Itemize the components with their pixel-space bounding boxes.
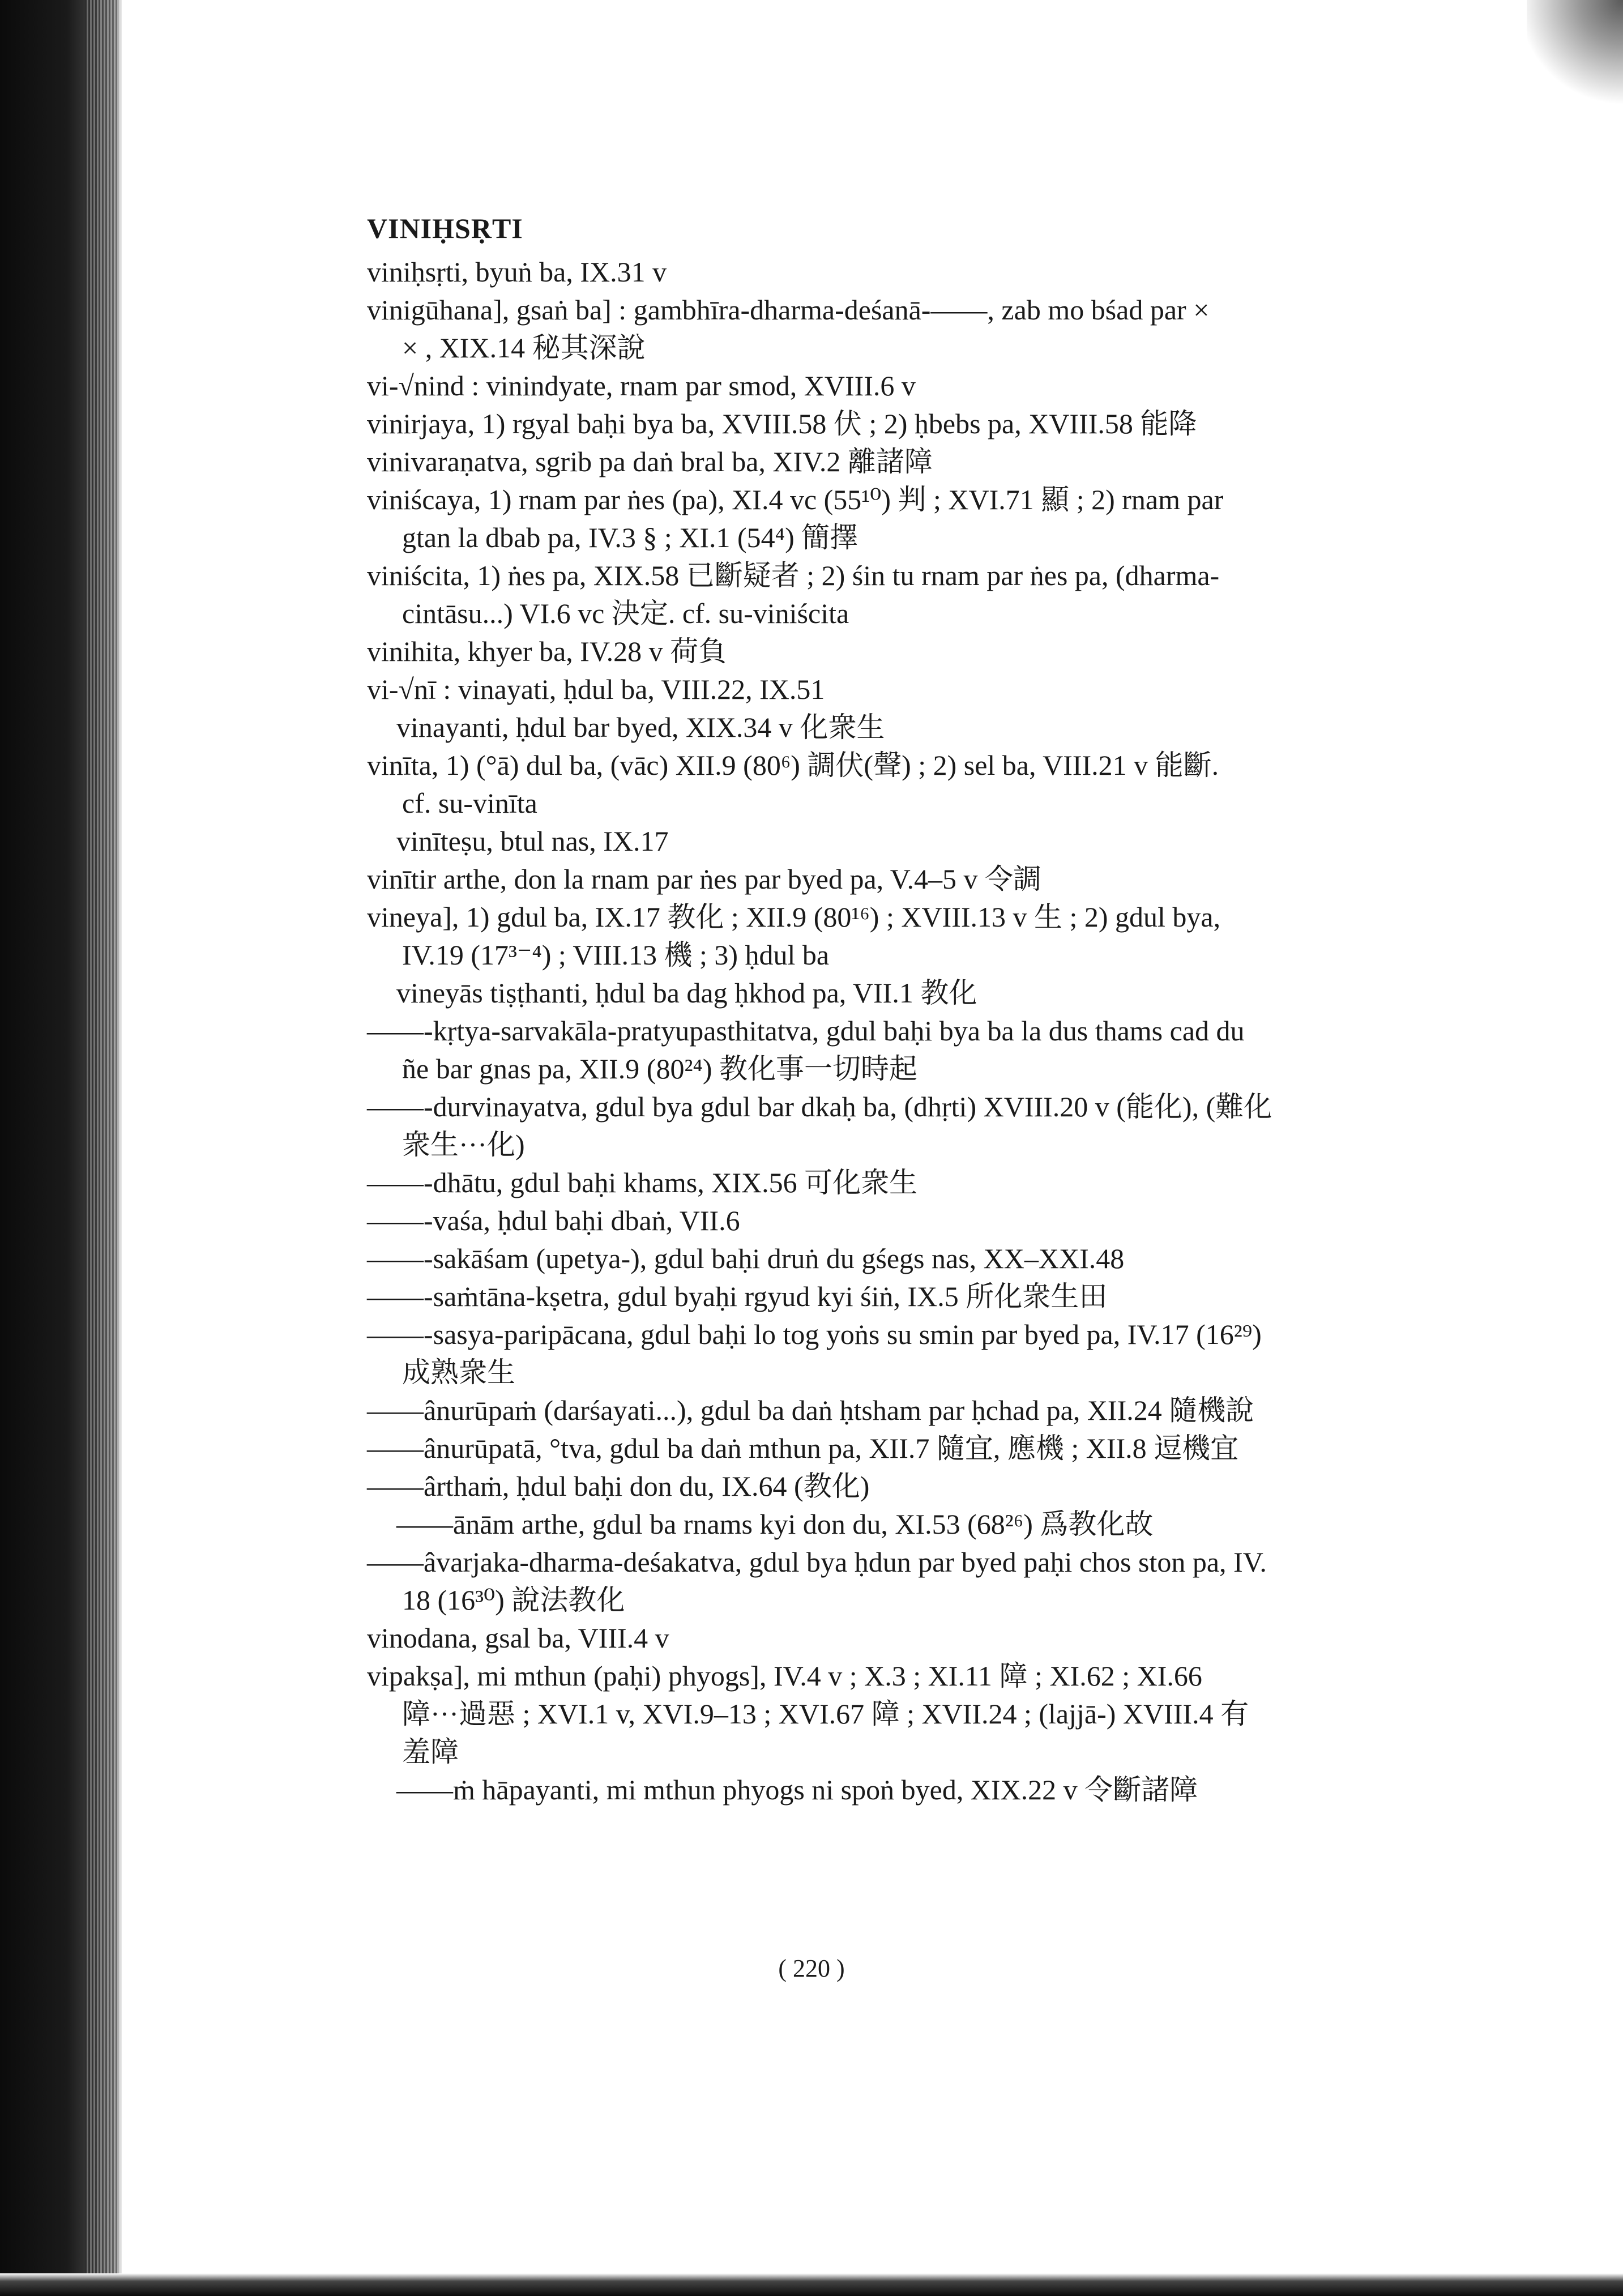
entry-line: ——-kṛtya-sarvakāla-pratyupasthitatva, gdul baḥi bya ba la dus thams cad du: [367, 1015, 1245, 1047]
entry-line: vinirjaya, 1) rgyal baḥi bya ba, XVIII.58 伏 ; 2) ḥbebs pa, XVIII.58 能降: [367, 408, 1197, 439]
entry-line: vinīta, 1) (°ā) dul ba, (vāc) XII.9 (80⁶) 調伏(聲) ; 2) sel ba, VIII.21 v 能斷.: [367, 749, 1219, 781]
entry-line: ——-vaśa, ḥdul baḥi dbaṅ, VII.6: [367, 1205, 740, 1236]
entry-line: 18 (16³⁰) 說法教化: [402, 1584, 625, 1616]
entry-line: 成熟衆生: [402, 1356, 515, 1388]
entry-list: [367, 253, 1488, 1809]
entry-line: vi-√nī : vinayati, ḥdul ba, VIII.22, IX.51: [367, 673, 825, 705]
dictionary-page: [367, 210, 1488, 1809]
running-heading: VINIḤSṚTI: [367, 212, 523, 244]
entry-line: vineya], 1) gdul ba, IX.17 教化 ; XII.9 (80¹⁶) ; XVIII.13 v 生 ; 2) gdul bya,: [367, 901, 1221, 933]
entry-line: vinodana, gsal ba, VIII.4 v: [367, 1622, 669, 1654]
entry-line: vinivaraṇatva, sgrib pa daṅ bral ba, XIV.2 離諸障: [367, 446, 933, 477]
entry-line: 衆生···化): [402, 1129, 525, 1160]
bottom-edge: [0, 2273, 1623, 2296]
entry-line: gtan la dbab pa, IV.3 § ; XI.1 (54⁴) 簡擇: [402, 522, 859, 553]
entry-line: vi-√nind : vinindyate, rnam par smod, XVIII.6 v: [367, 370, 916, 402]
entry-line: viniścaya, 1) rnam par ṅes (pa), XI.4 vc (55¹⁰) 判 ; XVI.71 顯 ; 2) rnam par: [367, 484, 1224, 515]
entry-line: vinigūhana], gsaṅ ba] : gambhīra-dharma-deśanā-——, zab mo bśad par ×: [367, 294, 1210, 326]
entry-line: 羞障: [402, 1736, 459, 1768]
entry-line: ——-saṁtāna-kṣetra, gdul byaḥi rgyud kyi śiṅ, IX.5 所化衆生田: [367, 1281, 1108, 1312]
entry-line: ——ârthaṁ, ḥdul baḥi don du, IX.64 (教化): [367, 1470, 870, 1502]
entry-line: ñe bar gnas pa, XII.9 (80²⁴) 教化事一切時起: [402, 1053, 918, 1085]
entry-line: vinītir arthe, don la rnam par ṅes par byed pa, V.4–5 v 令調: [367, 863, 1041, 895]
entry-line: vipakṣa], mi mthun (paḥi) phyogs], IV.4 v ; X.3 ; XI.11 障 ; XI.62 ; XI.66: [367, 1660, 1202, 1692]
entry-line: ——ānām arthe, gdul ba rnams kyi don du, XI.53 (68²⁶) 爲教化故: [396, 1508, 1154, 1540]
entry-line: × , XIX.14 秘其深說: [402, 332, 646, 364]
entry-line: ——ânurūpaṁ (darśayati...), gdul ba daṅ ḥtsham par ḥchad pa, XII.24 隨機說: [367, 1394, 1254, 1426]
entry-line: vinīteṣu, btul nas, IX.17: [396, 825, 669, 857]
entry-line: 障···過惡 ; XVI.1 v, XVI.9–13 ; XVI.67 障 ; XVII.24 ; (lajjā-) XVIII.4 有: [402, 1698, 1249, 1730]
entry-line: viniścita, 1) ṅes pa, XIX.58 已斷疑者 ; 2) śin tu rnam par ṅes pa, (dharma-: [367, 560, 1220, 591]
entry-line: cf. su-vinīta: [402, 787, 537, 819]
page-number: ( 220 ): [778, 1954, 845, 1982]
page-stack-edge: [85, 0, 119, 2296]
entry-line: cintāsu...) VI.6 vc 決定. cf. su-viniścita: [402, 598, 849, 629]
entry-line: viniḥsṛti, byuṅ ba, IX.31 v: [367, 256, 667, 288]
entry-line: ——âvarjaka-dharma-deśakatva, gdul bya ḥdun par byed paḥi chos ston pa, IV.: [367, 1546, 1267, 1578]
entry-line: ——ânurūpatā, °tva, gdul ba daṅ mthun pa, XII.7 隨宜, 應機 ; XII.8 逗機宜: [367, 1432, 1239, 1464]
entry-line: ——-dhātu, gdul baḥi khams, XIX.56 可化衆生: [367, 1167, 918, 1198]
corner-shadow: [1527, 0, 1623, 113]
entry-line: ——-sakāśam (upetya-), gdul baḥi druṅ du gśegs nas, XX–XXI.48: [367, 1243, 1125, 1274]
entry-line: vineyās tiṣṭhanti, ḥdul ba dag ḥkhod pa, VII.1 教化: [396, 977, 977, 1009]
entry-line: ——-sasya-paripācana, gdul baḥi lo tog yoṅs su smin par byed pa, IV.17 (16²⁹): [367, 1318, 1262, 1350]
entry-line: vinihita, khyer ba, IV.28 v 荷負: [367, 635, 727, 667]
entry-line: IV.19 (17³⁻⁴) ; VIII.13 機 ; 3) ḥdul ba: [402, 939, 830, 971]
entry-line: ——-durvinayatva, gdul bya gdul bar dkaḥ ba, (dhṛti) XVIII.20 v (能化), (難化: [367, 1091, 1272, 1123]
entry-line: vinayanti, ḥdul bar byed, XIX.34 v 化衆生: [396, 711, 885, 743]
entry-line: ——ṁ hāpayanti, mi mthun phyogs ni spoṅ byed, XIX.22 v 令斷諸障: [396, 1774, 1198, 1806]
